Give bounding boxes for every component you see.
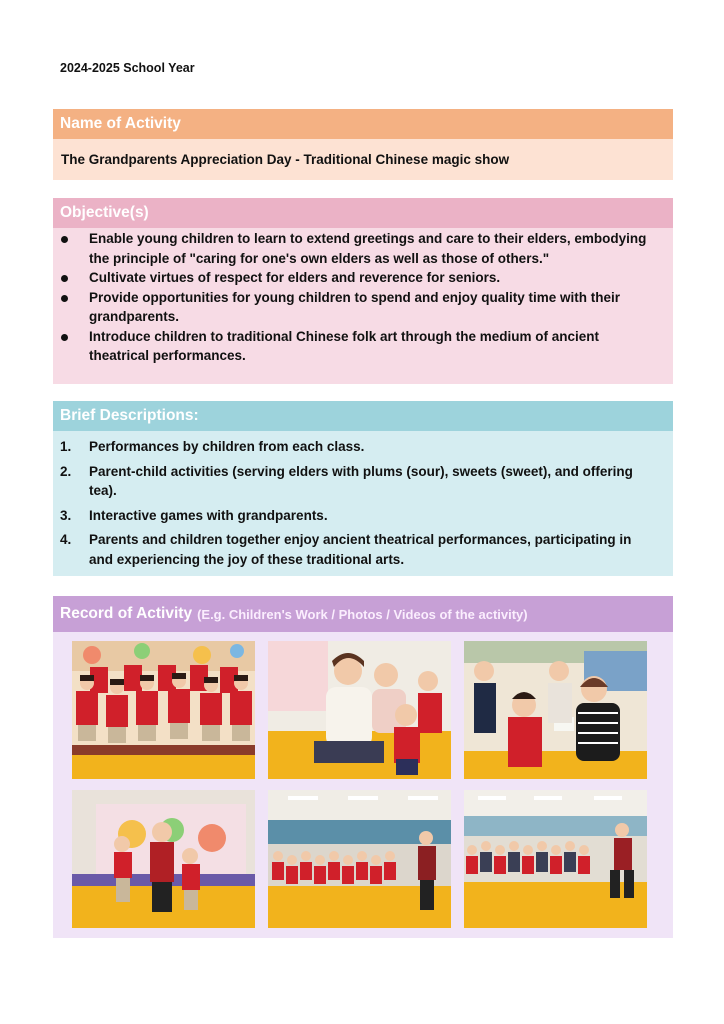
descriptions-body bbox=[53, 431, 673, 576]
bullet-icon bbox=[61, 275, 68, 282]
name-of-activity-section bbox=[53, 109, 673, 180]
photo-child-serving-grandmother bbox=[464, 641, 647, 779]
photo-magic-performer-with-children bbox=[72, 790, 255, 928]
bullet-icon bbox=[61, 236, 68, 243]
activity-name: The Grandparents Appreciation Day - Traditional Chinese magic show bbox=[53, 139, 673, 180]
objectives-header: Objective(s) bbox=[53, 198, 673, 228]
objectives-section bbox=[53, 198, 673, 384]
photo-children-performance bbox=[72, 641, 255, 779]
objectives-list bbox=[53, 229, 673, 366]
description-item: 3. Interactive games with grandparents. bbox=[60, 507, 328, 523]
record-of-activity-header bbox=[53, 596, 673, 632]
description-item: 2. Parent-child activities (serving elders with plums (sour), sweets (sweet), and offering tea). bbox=[60, 463, 633, 498]
photo-performer-and-audience bbox=[464, 790, 647, 928]
brief-descriptions-header: Brief Descriptions: bbox=[53, 401, 673, 431]
photo-grandparent-with-child bbox=[268, 641, 451, 779]
bullet-icon bbox=[61, 334, 68, 341]
school-year: 2024-2025 School Year bbox=[60, 61, 195, 75]
record-title: Record of Activity bbox=[60, 605, 193, 622]
objective-item: Provide opportunities for young children to spend and enjoy quality time with their grandparents. bbox=[53, 288, 673, 327]
objective-item: Cultivate virtues of respect for elders and reverence for seniors. bbox=[53, 268, 673, 288]
bullet-icon bbox=[61, 295, 68, 302]
record-of-activity-section bbox=[53, 596, 673, 938]
objective-item: Introduce children to traditional Chinese folk art through the medium of ancient theatrical performances. bbox=[53, 327, 673, 366]
objectives-body bbox=[53, 228, 673, 384]
record-subtitle: (E.g. Children's Work / Photos / Videos of the activity) bbox=[197, 606, 528, 622]
objective-item: Enable young children to learn to extend greetings and care to their elders, embodying the principle of "caring for one's own elders as well as those of others." bbox=[53, 229, 673, 268]
name-of-activity-header: Name of Activity bbox=[53, 109, 673, 139]
description-item: 4. Parents and children together enjoy ancient theatrical performances, participating in and experiencing the joy of these traditional arts. bbox=[60, 532, 632, 567]
photo-audience-hall bbox=[268, 790, 451, 928]
photo-grid bbox=[53, 632, 673, 938]
description-item: 1. Performances by children from each class. bbox=[60, 439, 365, 454]
brief-descriptions-section bbox=[53, 401, 673, 576]
